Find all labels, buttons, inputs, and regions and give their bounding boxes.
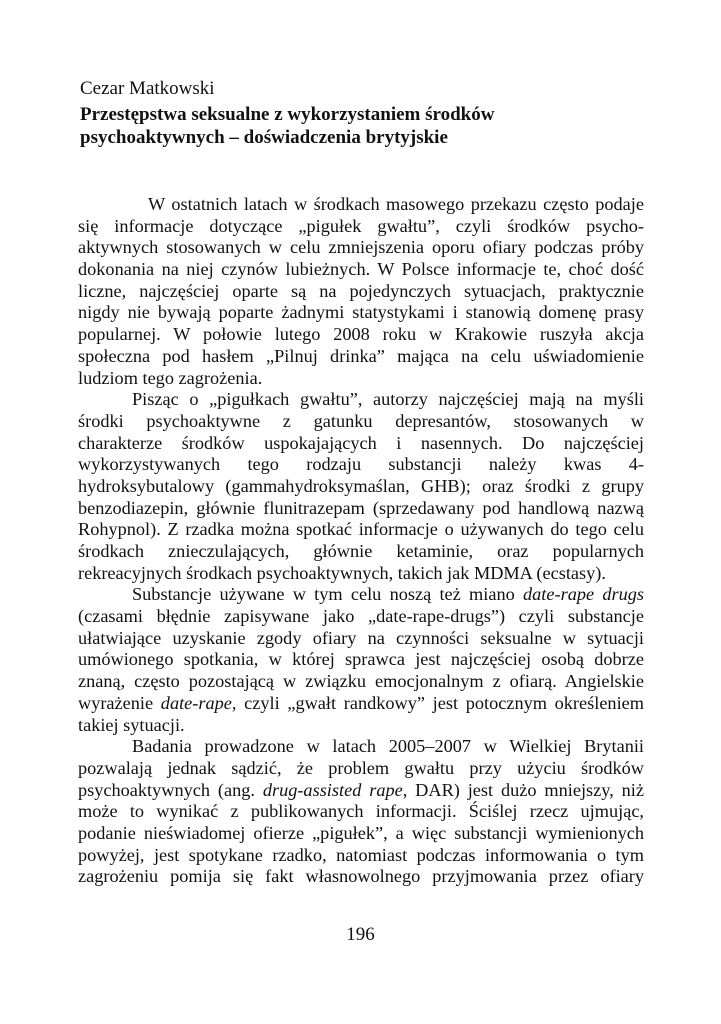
article-body: [78, 194, 644, 888]
text-line: ułatwiające uzyskanie zgody ofiary na czynności seksualne w sytuacji: [78, 627, 644, 648]
text-line: rekreacyjnych środkach psychoaktywnych, takich jak MDMA (ecstasy).: [78, 562, 606, 583]
text-line: nigdy nie bywają poparte żadnymi statystykami i stanowią domenę prasy: [78, 302, 644, 323]
text-line: liczne, najczęściej oparte są na pojedynczych sytuacjach, praktycznie: [78, 280, 644, 301]
text-line: (czasami błędnie zapisywane jako „date-rape-drugs”) czyli substancje: [78, 606, 644, 627]
text-line: aktywnych stosowanych w celu zmniejszenia oporu ofiary podczas próby: [78, 237, 644, 258]
text-line: ludziom tego zagrożenia.: [78, 367, 263, 388]
text-line: znaną, często pozostającą w związku emocjonalnym z ofiarą. Angielskie: [78, 671, 644, 692]
text-line: dokonania na niej czynów lubieżnych. W Polsce informacje te, choć dość: [78, 259, 644, 280]
text-line: podanie nieświadomej ofierze „pigułek”, a więc substancji wymienionych: [78, 822, 644, 843]
title-line-1: Przestępstwa seksualne z wykorzystaniem środków: [80, 104, 495, 125]
text-line: Substancje używane w tym celu noszą też miano date-rape drugs: [132, 584, 644, 605]
text-line: pozwalają jednak sądzić, że problem gwałtu przy użyciu środków: [78, 757, 644, 778]
text-line: takiej sytuacji.: [78, 714, 185, 735]
text-line: się informacje dotyczące „pigułek gwałtu”, czyli środków psycho-: [78, 215, 644, 236]
text-line: umówionego spotkania, w której sprawca jest najczęściej osobą dobrze: [78, 649, 644, 670]
text-line: może to wynikać z publikowanych informacji. Ściślej rzecz ujmując,: [78, 801, 644, 822]
text-line: psychoaktywnych (ang. drug-assisted rape, DAR) jest dużo mniejszy, niż: [78, 779, 644, 800]
text-line: benzodiazepin, głównie flunitrazepam (sprzedawany pod handlową nazwą: [78, 497, 644, 518]
text-line: W ostatnich latach w środkach masowego przekazu często podaje: [148, 194, 644, 214]
text-line: zagrożeniu pomija się fakt własnowolnego przyjmowania przez ofiary: [78, 866, 644, 887]
text-line: środkach znieczulających, głównie ketaminie, oraz popularnych: [78, 541, 644, 561]
text-line: środki psychoaktywne z gatunku depresantów, stosowanych w: [78, 410, 644, 431]
text-line: wykorzystywanych tego rodzaju substancji należy kwas 4-: [78, 454, 644, 475]
text-line: popularnej. W połowie lutego 2008 roku w Krakowie ruszyła akcja: [78, 324, 644, 345]
text-line: charakterze środków uspokajających i nasennych. Do najczęściej: [78, 432, 644, 453]
text-line: wyrażenie date-rape, czyli „gwałt randkowy” jest potocznym określeniem: [78, 692, 644, 713]
page-number: 196: [346, 924, 375, 945]
text-line: hydroksybutalowy (gammahydroksymaślan, GHB); oraz środki z grupy: [78, 475, 644, 496]
article-title: [80, 103, 660, 149]
text-line: Pisząc o „pigułkach gwałtu”, autorzy najczęściej mają na myśli: [132, 389, 644, 410]
text-line: Badania prowadzone w latach 2005–2007 w Wielkiej Brytanii: [132, 736, 644, 757]
text-line: powyżej, jest spotykane rzadko, natomiast podczas informowania o tym: [78, 844, 644, 865]
text-line: społeczna pod hasłem „Pilnuj drinka” mająca na celu uświadomienie: [78, 345, 644, 366]
text-line: Rohypnol). Z rzadka można spotkać informacje o używanych do tego celu: [78, 519, 644, 540]
author-name: Cezar Matkowski: [80, 78, 215, 99]
title-line-2: psychoaktywnych – doświadczenia brytyjskie: [80, 127, 448, 148]
